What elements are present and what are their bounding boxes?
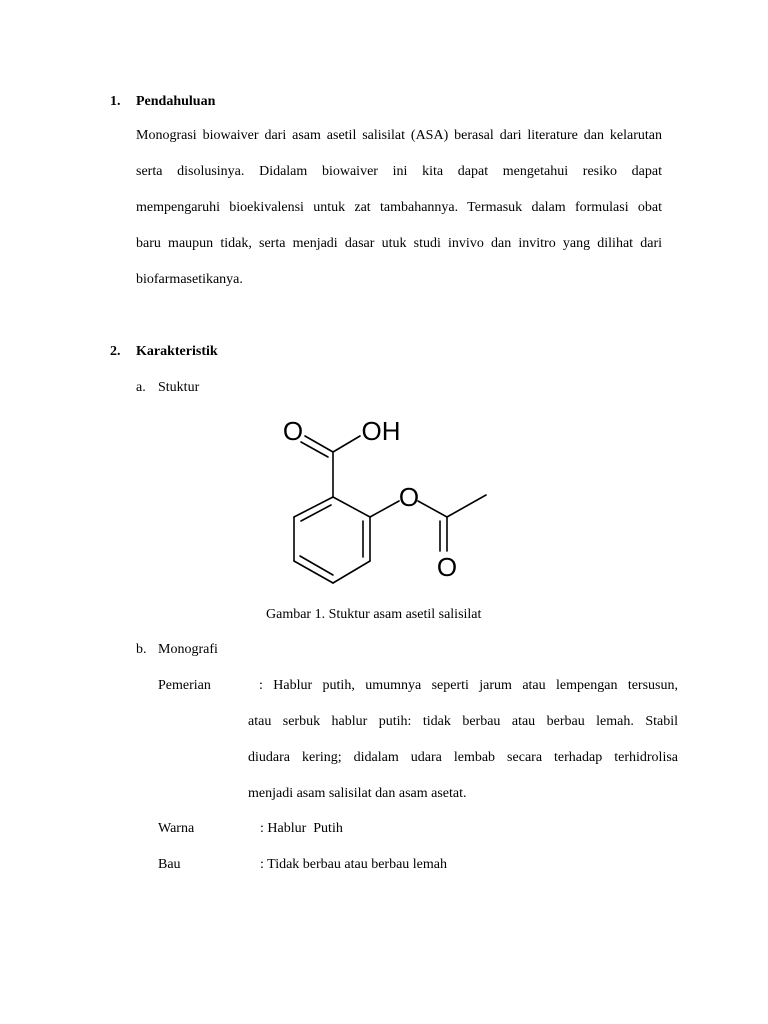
- property-label-bau: Bau: [158, 857, 181, 872]
- section-2-title: Karakteristik: [136, 344, 218, 359]
- property-value-warna: : Hablur Putih: [260, 821, 343, 836]
- atom-label-hydroxyl: OH: [361, 416, 401, 446]
- paragraph-line: baru maupun tidak, serta menjadi dasar utuk studi invivo dan invitro yang dilihat dari: [136, 236, 662, 251]
- ester-bond: [418, 501, 447, 517]
- methyl-bond: [447, 495, 486, 517]
- carbonyl-double-bond: [301, 442, 328, 457]
- ester-bond: [370, 501, 399, 517]
- figure-caption: Gambar 1. Stuktur asam asetil salisilat: [266, 607, 482, 622]
- paragraph-line: Monograsi biowaiver dari asam asetil salisilat (ASA) berasal dari literature dan kelarutan: [136, 128, 662, 143]
- atom-label-ester-oxygen: O: [398, 482, 420, 512]
- property-value-line: atau serbuk hablur putih: tidak berbau atau berbau lemah. Stabil: [248, 714, 678, 729]
- property-value-line: diudara kering; didalam udara lembab secara terhadap terhidrolisa: [248, 750, 678, 765]
- paragraph-line: serta disolusinya. Didalam biowaiver ini kita dapat mengetahui resiko dapat: [136, 164, 662, 179]
- aspirin-structure-diagram: [0, 400, 768, 600]
- property-label-warna: Warna: [158, 821, 195, 836]
- paragraph-line: mempengaruhi bioekivalensi untuk zat tambahannya. Termasuk dalam formulasi obat: [136, 200, 662, 215]
- atom-label-acetyl-oxygen: O: [436, 552, 458, 582]
- section-1-number: 1.: [110, 94, 121, 109]
- paragraph-line: biofarmasetikanya.: [136, 272, 243, 287]
- carbonyl-double-bond: [305, 436, 333, 452]
- hydroxyl-bond: [333, 436, 360, 452]
- section-2-number: 2.: [110, 344, 121, 359]
- atom-label-carbonyl-oxygen: O: [282, 416, 304, 446]
- ring-bond: [333, 561, 370, 583]
- subsection-a-letter: a.: [136, 380, 146, 395]
- property-label-pemerian: Pemerian: [158, 678, 211, 693]
- property-value-line: menjadi asam salisilat dan asam asetat.: [248, 786, 467, 801]
- property-value-line: : Hablur putih, umumnya seperti jarum atau lempengan tersusun,: [259, 678, 678, 693]
- ring-double-bond: [301, 505, 331, 521]
- subsection-b-letter: b.: [136, 642, 147, 657]
- section-1-title: Pendahuluan: [136, 94, 216, 109]
- subsection-b-label: Monografi: [158, 642, 218, 657]
- property-value-bau: : Tidak berbau atau berbau lemah: [260, 857, 448, 872]
- ring-double-bond: [300, 556, 333, 575]
- ring-bond: [333, 497, 370, 517]
- subsection-a-label: Stuktur: [158, 380, 200, 395]
